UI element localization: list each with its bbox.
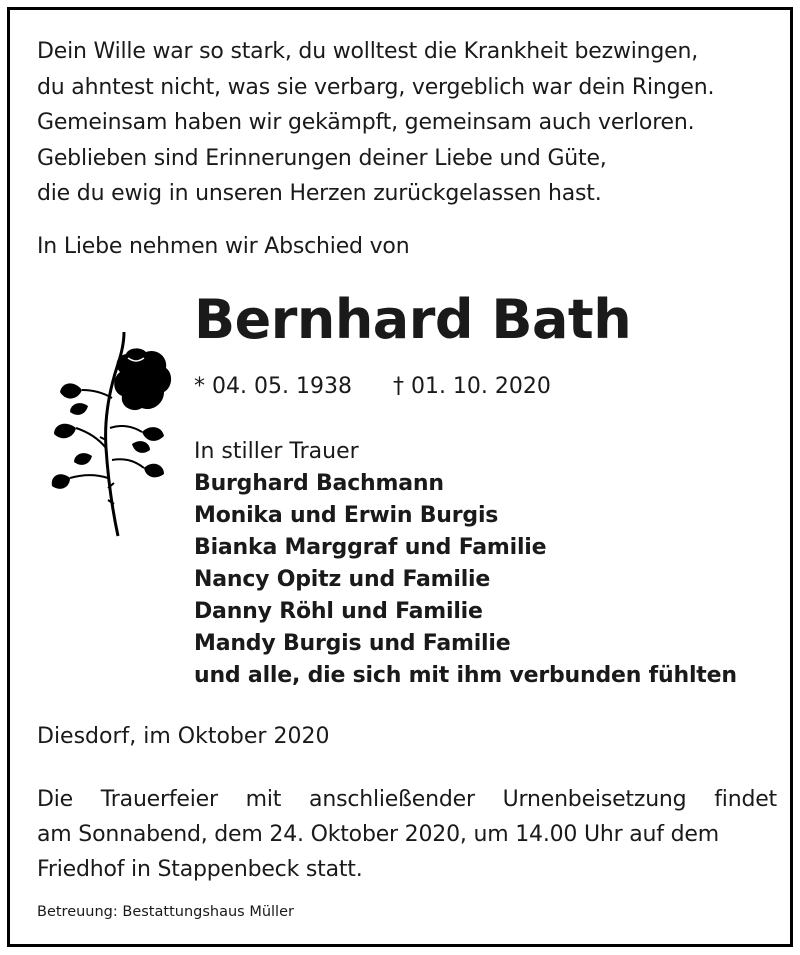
mourner-name: Bianka Marggraf und Familie [194, 535, 547, 560]
place-date: Diesdorf, im Oktober 2020 [37, 724, 330, 749]
service-line: Friedhof in Stappenbeck statt. [37, 857, 363, 882]
poem-line: Geblieben sind Erinnerungen deiner Liebe und Güte, [37, 145, 607, 171]
mourners-heading: In stiller Trauer [194, 439, 359, 464]
poem-line: du ahntest nicht, was sie verbarg, vergeblich war dein Ringen. [37, 74, 715, 100]
service-line: am Sonnabend, dem 24. Oktober 2020, um 14.00 Uhr auf dem [37, 822, 719, 847]
service-line: Die Trauerfeier mit anschließender Urnenbeisetzung findet [37, 787, 777, 812]
poem [37, 34, 777, 212]
mourners-block [194, 436, 737, 692]
rose-icon [48, 328, 178, 540]
death-date: † 01. 10. 2020 [392, 374, 551, 399]
mourner-name: und alle, die sich mit ihm verbunden fühlten [194, 663, 737, 688]
birth-date: * 04. 05. 1938 [194, 374, 352, 399]
mourner-name: Danny Röhl und Familie [194, 599, 483, 624]
deceased-name: Bernhard Bath [194, 288, 632, 351]
mourner-name: Mandy Burgis und Familie [194, 631, 511, 656]
mourner-name: Burghard Bachmann [194, 471, 444, 496]
obituary-frame [7, 7, 793, 947]
poem-line: Dein Wille war so stark, du wolltest die Krankheit bezwingen, [37, 39, 699, 64]
mourner-name: Nancy Opitz und Familie [194, 567, 491, 592]
mourner-name: Monika und Erwin Burgis [194, 503, 499, 528]
poem-line: die du ewig in unseren Herzen zurückgelassen hast. [37, 181, 602, 206]
life-dates [194, 374, 551, 399]
poem-line: Gemeinsam haben wir gekämpft, gemeinsam auch verloren. [37, 110, 695, 135]
service-notice [37, 782, 777, 887]
intro-text: In Liebe nehmen wir Abschied von [37, 234, 410, 259]
funeral-home-credit: Betreuung: Bestattungshaus Müller [37, 904, 294, 920]
